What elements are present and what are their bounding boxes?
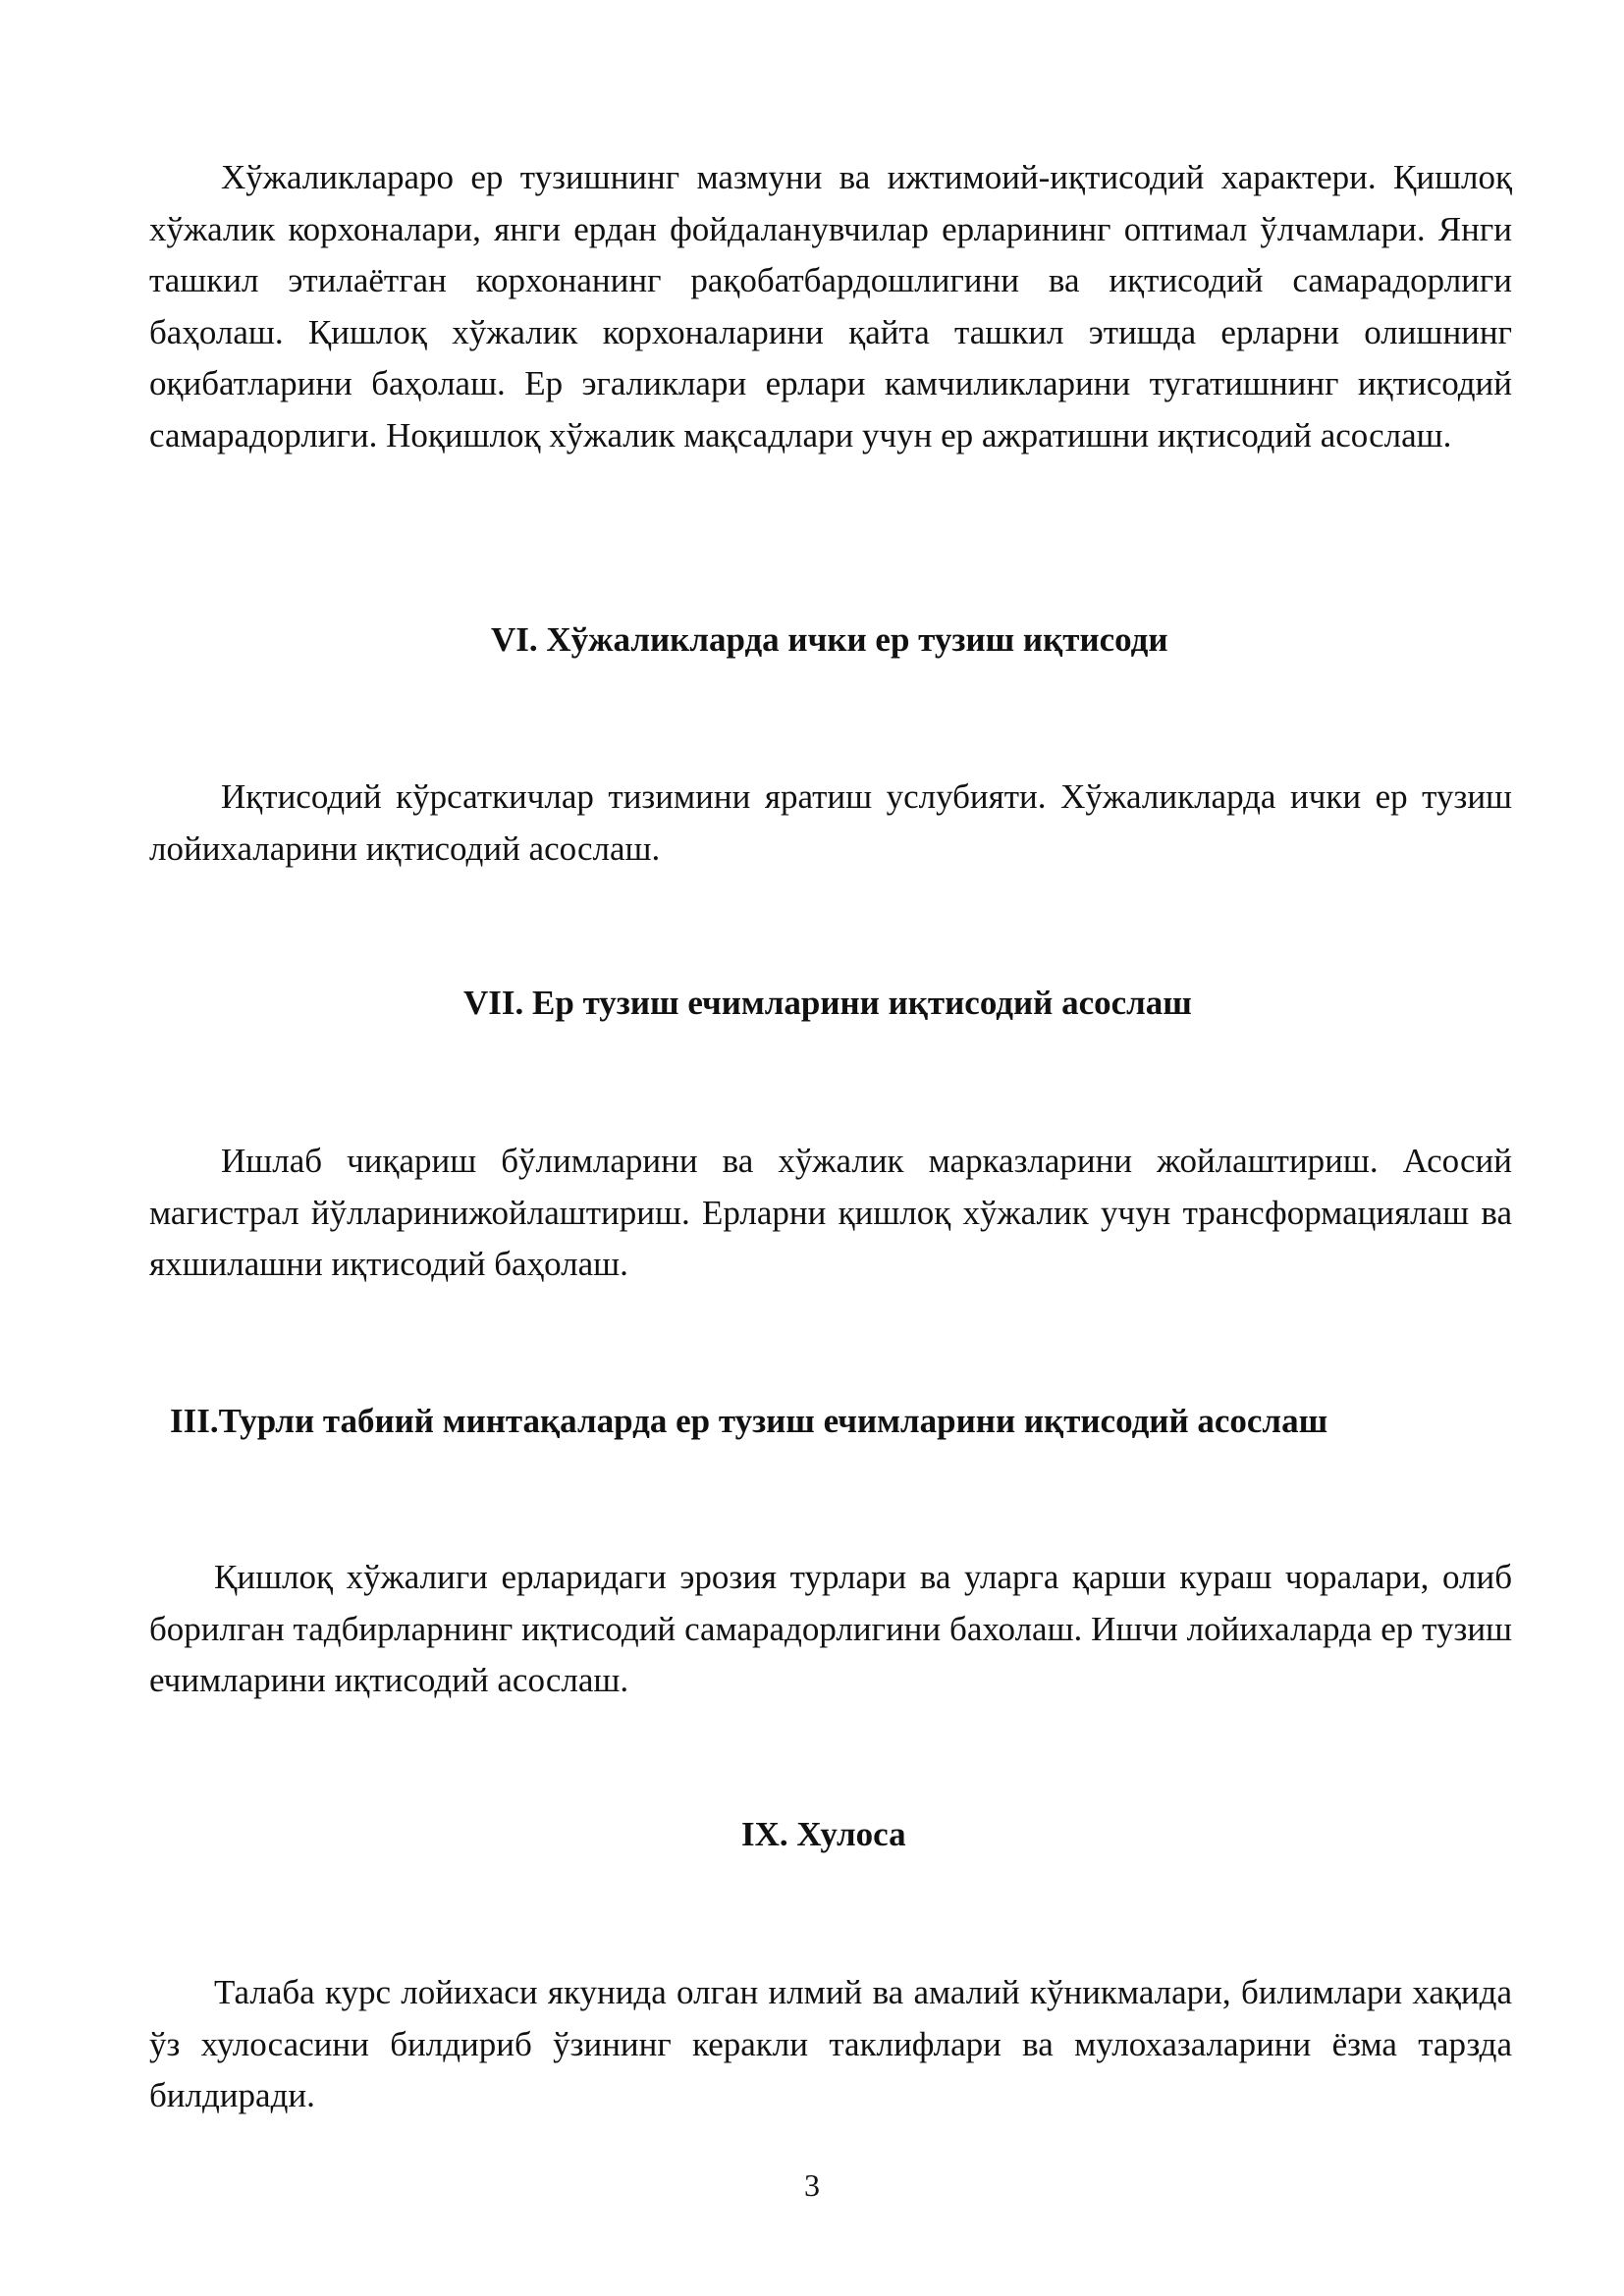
section-heading-viii: III.Турли табиий минтақаларда ер тузиш ечимларини иқтисодий асослаш <box>170 1402 1328 1440</box>
paragraph-conclusion: Талаба курс лойихаси якунида олган илмий ва амалий кўникмалари, билимлари хақида ўз хулосасини билдириб ўзининг керакли таклифлари ва мулохазаларини ёзма тарзда билдиради. <box>149 1973 1512 2114</box>
page-number: 3 <box>804 2167 820 2203</box>
section-heading-vii: VII. Ер тузиш ечимларини иқтисодий асослаш <box>463 984 1192 1022</box>
section-heading-ix: IX. Хулоса <box>741 1815 906 1853</box>
section-heading-vi: VI. Хўжаликларда ички ер тузиш иқтисоди <box>491 620 1168 659</box>
paragraph-interfarm-land-management: Хўжаликлараро ер тузишнинг мазмуни ва ижтимоий-иқтисодий характери. Қишлоқ хўжалик корхоналари, янги ердан фойдаланувчилар ерларининг оптимал ўлчамлари. Янги ташкил этилаётган корхонанинг рақобатбардошлигини ва иқтисодий самарадорлиги баҳолаш. Қишлоқ хўжалик корхоналарини қайта ташкил этишда ерларни олишнинг оқибатларини баҳолаш. Ер эгаликлари ерлари камчиликларини тугатишнинг иқтисодий самарадорлиги. Ноқишлоқ хўжалик мақсадлари учун ер ажратишни иқтисодий асослаш. <box>149 158 1512 454</box>
paragraph-economic-indicators: Иқтисодий кўрсаткичлар тизимини яратиш услубияти. Хўжаликларда ички ер тузиш лойихаларини иқтисодий асослаш. <box>149 777 1512 868</box>
paragraph-erosion-measures: Қишлоқ хўжалиги ерларидаги эрозия турлари ва уларга қарши кураш чоралари, олиб борилган тадбирларнинг иқтисодий самарадорлигини бахолаш. Ишчи лойихаларда ер тузиш ечимларини иқтисодий асослаш. <box>149 1558 1512 1699</box>
paragraph-production-placement: Ишлаб чиқариш бўлимларини ва хўжалик марказларини жойлаштириш. Асосий магистрал йўлларинижойлаштириш. Ерларни қишлоқ хўжалик учун трансформациялаш ва яхшилашни иқтисодий баҳолаш. <box>149 1142 1512 1283</box>
